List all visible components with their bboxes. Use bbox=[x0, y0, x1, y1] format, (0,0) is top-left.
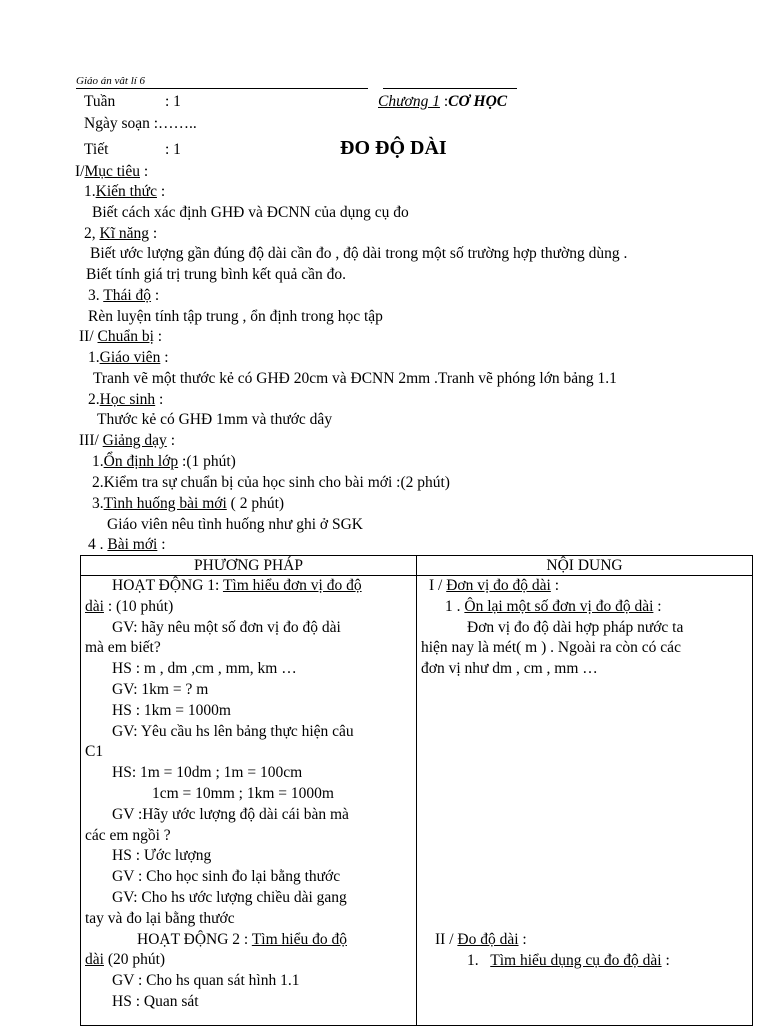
method-line: HS: 1m = 10dm ; 1m = 100cm bbox=[112, 764, 303, 782]
content-line: Đơn vị đo độ dài hợp pháp nước ta bbox=[467, 618, 684, 636]
student-tail: : bbox=[155, 391, 164, 408]
method-line: GV: Cho hs ước lượng chiều dài gang bbox=[112, 888, 347, 906]
method-line: các em ngồi ? bbox=[85, 826, 171, 844]
student-num: 2. bbox=[88, 391, 100, 408]
knowledge-tail: : bbox=[156, 183, 166, 200]
knowledge-label: Kiến thức bbox=[95, 183, 157, 200]
step-3-num: 3. bbox=[92, 495, 104, 512]
method-line: HS : Ước lượng bbox=[112, 847, 212, 865]
week-label: Tuần bbox=[84, 93, 116, 110]
attitude-num: 3. bbox=[88, 287, 104, 304]
skills-label: Kĩ năng bbox=[99, 225, 150, 242]
activity-2-title bbox=[85, 930, 412, 951]
student-heading bbox=[88, 390, 163, 410]
activity-1-time: : (10 phút) bbox=[103, 597, 174, 615]
teacher-num: 1. bbox=[88, 349, 100, 366]
content-heading-2-prefix: II / bbox=[435, 931, 458, 948]
method-line: GV : Cho hs quan sát hình 1.1 bbox=[112, 972, 300, 990]
header-left-label: Giáo án vât lí 6 bbox=[76, 74, 368, 89]
method-line: 1cm = 10mm ; 1km = 1000m bbox=[152, 784, 334, 802]
table-row bbox=[81, 576, 753, 1026]
skills-tail: : bbox=[149, 225, 158, 242]
content-heading-2 bbox=[435, 930, 527, 951]
attitude-tail: : bbox=[151, 287, 160, 304]
knowledge-heading bbox=[84, 182, 165, 202]
content-heading-2-label: Đo độ dài bbox=[457, 931, 519, 948]
step-2: 2.Kiểm tra sự chuẩn bị của học sinh cho bài mới :(2 phút) bbox=[92, 474, 450, 491]
header-right-rule bbox=[383, 87, 517, 89]
step-1-tail: :(1 phút) bbox=[178, 453, 236, 470]
content-subheading-1-prefix: 1 . bbox=[445, 597, 465, 615]
content-line: đơn vị như dm , cm , mm … bbox=[421, 660, 598, 678]
step-4-label: Bài mới bbox=[107, 536, 158, 553]
preparation-heading bbox=[79, 327, 162, 347]
chapter-heading bbox=[378, 92, 507, 112]
content-cell bbox=[417, 576, 753, 1026]
method-line: tay và đo lại bằng thước bbox=[85, 909, 235, 927]
skills-heading bbox=[84, 224, 157, 244]
lesson-table bbox=[80, 555, 753, 1026]
step-1-label: Ổn định lớp bbox=[103, 453, 179, 470]
period-value: : 1 bbox=[165, 141, 181, 158]
date-label: Ngày soạn :…….. bbox=[84, 115, 197, 132]
activity-1-topic: Tìm hiểu đơn vị đo độ bbox=[222, 577, 362, 594]
method-line: C1 bbox=[85, 743, 104, 761]
step-1 bbox=[92, 452, 236, 472]
activity-2-time: (20 phút) bbox=[103, 951, 166, 969]
column-header-method: PHƯƠNG PHÁP bbox=[81, 556, 417, 576]
knowledge-num: 1. bbox=[84, 183, 96, 200]
content-heading-1-prefix: I / bbox=[429, 577, 447, 594]
activity-2-topic-cont: dài bbox=[85, 951, 104, 969]
teacher-heading bbox=[88, 348, 169, 368]
preparation-num: II/ bbox=[79, 328, 98, 345]
column-header-content: NỘI DUNG bbox=[417, 556, 753, 576]
content-subheading-2-tail: : bbox=[661, 952, 670, 969]
activity-2-prefix: HOẠT ĐỘNG 2 : bbox=[137, 930, 252, 948]
content-subheading-2-label: Tìm hiểu dụng cụ đo độ dài bbox=[490, 952, 662, 969]
content-subheading-2-prefix: 1. bbox=[467, 952, 479, 969]
step-3-text: Giáo viên nêu tình huống như ghi ở SGK bbox=[107, 516, 363, 533]
attitude-text: Rèn luyện tính tập trung , ổn định trong học tập bbox=[88, 308, 383, 325]
content-heading-2-tail: : bbox=[518, 931, 527, 948]
step-3-label: Tình huống bài mới bbox=[103, 495, 227, 512]
step-4 bbox=[88, 535, 166, 555]
content-subheading-2 bbox=[467, 951, 670, 972]
content-subheading-1-tail: : bbox=[653, 597, 662, 615]
attitude-heading bbox=[88, 286, 159, 306]
content-line: hiện nay là mét( m ) . Ngoài ra còn có các bbox=[421, 639, 681, 657]
method-line: GV : Cho học sinh đo lại bằng thước bbox=[112, 868, 341, 886]
teacher-text: Tranh vẽ một thước kẻ có GHĐ 20cm và ĐCNN 2mm .Tranh vẽ phóng lớn bảng 1.1 bbox=[93, 370, 617, 387]
preparation-tail: : bbox=[153, 328, 163, 345]
student-text: Thước kẻ có GHĐ 1mm và thước dây bbox=[97, 411, 333, 428]
table-header-row bbox=[81, 556, 753, 576]
objectives-tail: : bbox=[140, 163, 149, 180]
method-line: GV: 1km = ? m bbox=[112, 680, 209, 698]
activity-2-topic: Tìm hiểu đo độ bbox=[251, 930, 347, 948]
method-line: GV: hãy nêu một số đơn vị đo độ dài bbox=[112, 618, 341, 636]
method-line: GV :Hãy ước lượng độ dài cái bàn mà bbox=[112, 805, 349, 823]
skills-num: 2, bbox=[84, 225, 100, 242]
content-subheading-1-label: Ôn lại một số đơn vị đo độ dài bbox=[464, 597, 654, 615]
step-4-num: 4 . bbox=[88, 536, 108, 553]
chapter-label: Chương 1 bbox=[378, 93, 440, 110]
content-heading-1-label: Đơn vị đo độ dài bbox=[446, 577, 551, 594]
skills-text-1: Biết ước lượng gần đúng độ dài cần đo , độ dài trong một số trường hợp thường dùng . bbox=[90, 245, 628, 262]
chapter-title: CƠ HỌC bbox=[448, 93, 508, 110]
method-cell bbox=[81, 576, 417, 1026]
method-line: HS : Quan sát bbox=[112, 992, 199, 1010]
week-value: : 1 bbox=[165, 93, 181, 110]
preparation-label: Chuẩn bị bbox=[97, 328, 154, 345]
content-heading-1-tail: : bbox=[550, 577, 560, 594]
step-3 bbox=[92, 494, 284, 514]
teacher-label: Giáo viên bbox=[99, 349, 161, 366]
objectives-num: I/ bbox=[75, 163, 85, 180]
lesson-title: ĐO ĐỘ DÀI bbox=[340, 137, 447, 159]
content-heading-1 bbox=[421, 576, 748, 597]
knowledge-text: Biết cách xác định GHĐ và ĐCNN của dụng cụ đo bbox=[92, 204, 409, 221]
teaching-heading bbox=[79, 431, 175, 451]
teaching-label: Giảng dạy bbox=[102, 432, 167, 449]
activity-1-topic-cont: dài bbox=[85, 597, 104, 615]
skills-text-2: Biết tính giá trị trung bình kết quả cần đo. bbox=[86, 266, 347, 283]
method-line: mà em biết? bbox=[85, 639, 161, 657]
student-label: Học sinh bbox=[99, 391, 156, 408]
step-3-tail: ( 2 phút) bbox=[226, 495, 285, 512]
objectives-heading bbox=[75, 162, 148, 182]
teacher-tail: : bbox=[160, 349, 169, 366]
activity-1-title-cont bbox=[85, 597, 412, 618]
activity-1-prefix: HOẠT ĐỘNG 1: bbox=[112, 577, 223, 594]
teaching-num: III/ bbox=[79, 432, 103, 449]
method-line: GV: Yêu cầu hs lên bảng thực hiện câu bbox=[112, 722, 354, 740]
chapter-sep: : bbox=[439, 93, 449, 110]
step-1-num: 1. bbox=[92, 453, 104, 470]
teaching-tail: : bbox=[166, 432, 175, 449]
method-line: HS : m , dm ,cm , mm, km … bbox=[112, 660, 297, 678]
step-4-tail: : bbox=[157, 536, 166, 553]
activity-1-title bbox=[85, 576, 412, 597]
method-line: HS : 1km = 1000m bbox=[112, 701, 231, 719]
objectives-label: Mục tiêu bbox=[84, 163, 140, 180]
activity-2-title-cont bbox=[85, 950, 412, 971]
attitude-label: Thái độ bbox=[103, 287, 152, 304]
period-label: Tiết bbox=[84, 141, 109, 158]
content-subheading-1 bbox=[421, 597, 748, 618]
